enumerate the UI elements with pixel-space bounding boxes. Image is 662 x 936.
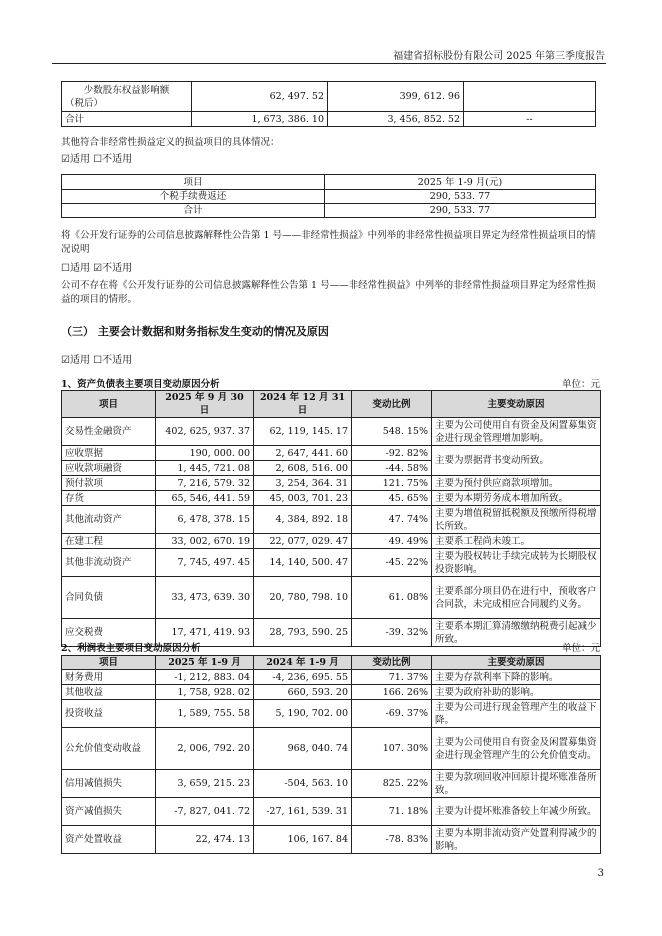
cell-item: 应收款项融资 (62, 461, 156, 476)
cell-percent: 61. 08% (352, 577, 432, 619)
table-row (62, 491, 601, 506)
table-row (62, 770, 601, 798)
cell-reason: 主要系本期汇算清缴缴纳税费引起减少所致。 (432, 619, 601, 647)
cell-value: 62, 497. 52 (192, 82, 328, 112)
cell-value: 190, 000. 00 (156, 446, 254, 461)
cell-item: 公允价值变动收益 (62, 728, 156, 770)
cell-reason: 主要为存款利率下降的影响。 (432, 670, 601, 685)
cell-value: -4, 236, 695. 55 (254, 670, 352, 685)
cell-item: 合计 (62, 204, 325, 218)
cell-item: 个税手续费返还 (62, 190, 325, 204)
table-row (62, 204, 596, 218)
cell-value: 968, 040. 74 (254, 728, 352, 770)
cell-value: 14, 140, 500. 47 (254, 549, 352, 577)
table-row (62, 476, 601, 491)
cell-item: 在建工程 (62, 534, 156, 549)
cell-percent: 71. 37% (352, 670, 432, 685)
cell-percent: 121. 75% (352, 476, 432, 491)
column-header: 2024 年 1-9 月 (254, 656, 352, 670)
cell-value: 28, 793, 590. 25 (254, 619, 352, 647)
cell-value: -7, 827, 041. 72 (156, 798, 254, 826)
cell-reason: 主要为本期劳务成本增加所致。 (432, 491, 601, 506)
cell-reason: 主要系工程尚未竣工。 (432, 534, 601, 549)
cell-item: 应收票据 (62, 446, 156, 461)
cell-percent: 45. 65% (352, 491, 432, 506)
column-header: 主要变动原因 (432, 391, 601, 418)
table-header-row (62, 175, 596, 190)
table-row (62, 826, 601, 854)
table-row (62, 112, 596, 127)
cell-value: 660, 593. 20 (254, 685, 352, 700)
cell-value (464, 82, 596, 112)
cell-value: 2, 006, 792. 20 (156, 728, 254, 770)
cell-percent: 548. 15% (352, 418, 432, 446)
table-row (62, 700, 601, 728)
cell-item: 信用减值损失 (62, 770, 156, 798)
cell-reason: 主要为票据背书变动所致。 (432, 446, 601, 476)
reclassification-statement: 公司不存在将《公开发行证券的公司信息披露解释性公告第 1 号——非经常性损益》中列举的非经常性损益项目界定为经常性损益的项目的情形。 (61, 280, 596, 305)
cell-value: 290, 533. 77 (325, 190, 596, 204)
cell-item: 其他流动资产 (62, 506, 156, 534)
table-row (62, 534, 601, 549)
cell-value: 65, 546, 441. 59 (156, 491, 254, 506)
income-statement-table (61, 655, 601, 854)
header-divider (52, 63, 606, 64)
column-header: 主要变动原因 (432, 656, 601, 670)
cell-reason: 主要为计提坏账准备较上年减少所致。 (432, 798, 601, 826)
cell-value: 22, 077, 029. 47 (254, 534, 352, 549)
cell-value: 62, 119, 145. 17 (254, 418, 352, 446)
cell-percent: 71. 18% (352, 798, 432, 826)
cell-item: 投资收益 (62, 700, 156, 728)
cell-value: 20, 780, 798. 10 (254, 577, 352, 619)
report-header: 福建省招标股份有限公司 2025 年第三季度报告 (393, 51, 605, 62)
cell-reason: 主要为政府补助的影响。 (432, 685, 601, 700)
cell-reason: 主要为款项回收冲回原计提坏账准备所致。 (432, 770, 601, 798)
unit-label: 单位：元 (561, 643, 600, 654)
cell-value: 1, 589, 755. 58 (156, 700, 254, 728)
cell-value: 17, 471, 419. 93 (156, 619, 254, 647)
cell-value: 4, 384, 892. 18 (254, 506, 352, 534)
cell-reason: 主要为公司使用自有资金及闲置募集资金进行现金管理产生的公允价值变动。 (432, 728, 601, 770)
cell-value: -27, 161, 539. 31 (254, 798, 352, 826)
row-label: 少数股东权益影响额 （税后） (62, 82, 192, 112)
cell-reason: 主要为增值税留抵税额及预缴所得税增长所致。 (432, 506, 601, 534)
table-row (62, 670, 601, 685)
unit-label: 单位：元 (561, 379, 600, 390)
cell-percent: -39. 32% (352, 619, 432, 647)
cell-value: 1, 758, 928. 02 (156, 685, 254, 700)
cell-item: 交易性金融资产 (62, 418, 156, 446)
cell-reason: 主要为公司使用自有资金及闲置募集资金进行现金管理增加影响。 (432, 418, 601, 446)
table-row (62, 190, 596, 204)
cell-value: 402, 625, 937. 37 (156, 418, 254, 446)
cell-value: 33, 473, 639. 30 (156, 577, 254, 619)
column-header: 2025 年 9 月 30 日 (156, 391, 254, 418)
cell-value: 399, 612. 96 (328, 82, 464, 112)
cell-value: 33, 002, 670. 19 (156, 534, 254, 549)
balance-sheet-table (61, 390, 601, 647)
table-row (62, 82, 596, 112)
cell-value: -1, 212, 883. 04 (156, 670, 254, 685)
cell-percent: -69. 37% (352, 700, 432, 728)
cell-reason: 主要系部分项目仍在进行中，预收客户合同款，未完成相应合同履约义务。 (432, 577, 601, 619)
table-row (62, 798, 601, 826)
applicability-check: ☑适用 ☐不适用 (61, 355, 133, 366)
cell-item: 应交税费 (62, 619, 156, 647)
cell-item: 其他非流动资产 (62, 549, 156, 577)
column-header: 变动比例 (352, 391, 432, 418)
table-row (62, 577, 601, 619)
table-row (62, 418, 601, 446)
column-header: 2025 年 1-9 月(元) (325, 175, 596, 190)
column-header: 项目 (62, 656, 156, 670)
cell-value: 6, 478, 378. 15 (156, 506, 254, 534)
row-label: 合计 (62, 112, 192, 127)
applicability-check: ☐适用 ☑不适用 (61, 263, 133, 274)
cell-value: 7, 745, 497. 45 (156, 549, 254, 577)
cell-value: 7, 216, 579. 32 (156, 476, 254, 491)
cell-value: 3, 659, 215. 23 (156, 770, 254, 798)
page-number: 3 (597, 868, 604, 879)
cell-value: 3, 456, 852. 52 (328, 112, 464, 127)
cell-percent: -78. 83% (352, 826, 432, 854)
cell-value: -- (464, 112, 596, 127)
column-header: 变动比例 (352, 656, 432, 670)
cell-percent: 49. 49% (352, 534, 432, 549)
column-header: 项目 (62, 175, 325, 190)
cell-value: 106, 167. 84 (254, 826, 352, 854)
cell-item: 资产处置收益 (62, 826, 156, 854)
cell-percent: -92. 82% (352, 446, 432, 461)
column-header: 项目 (62, 391, 156, 418)
cell-item: 财务费用 (62, 670, 156, 685)
cell-value: 290, 533. 77 (325, 204, 596, 218)
cell-item: 资产减值损失 (62, 798, 156, 826)
table-row (62, 446, 601, 461)
table-header-row (62, 391, 601, 418)
cell-value: 45, 003, 701. 23 (254, 491, 352, 506)
cell-value: 1, 445, 721. 08 (156, 461, 254, 476)
cell-value: 5, 190, 702. 00 (254, 700, 352, 728)
cell-value: 2, 608, 516. 00 (254, 461, 352, 476)
cell-reason: 主要为本期非流动资产处置利得减少的影响。 (432, 826, 601, 854)
table-row (62, 685, 601, 700)
table-row (62, 728, 601, 770)
reclassification-explanation: 将《公开发行证券的公司信息披露解释性公告第 1 号——非经常性损益》中列举的非经常性损益项目界定为经常性损益项目的情况说明 (61, 230, 596, 255)
cell-reason: 主要为预付供应商款项增加。 (432, 476, 601, 491)
income-statement-title: 2、利润表主要项目变动原因分析 (61, 643, 201, 654)
column-header: 2025 年 1-9 月 (156, 656, 254, 670)
nonrecurring-table-tail (61, 81, 596, 127)
cell-item: 合同负债 (62, 577, 156, 619)
cell-value: -504, 563. 10 (254, 770, 352, 798)
table-row (62, 506, 601, 534)
applicability-check: ☑适用 ☐不适用 (61, 154, 133, 165)
table-header-row (62, 656, 601, 670)
column-header: 2024 年 12 月 31 日 (254, 391, 352, 418)
cell-item: 存货 (62, 491, 156, 506)
other-items-intro: 其他符合非经常性损益定义的损益项目的具体情况： (61, 137, 280, 148)
balance-sheet-title: 1、资产负债表主要项目变动原因分析 (61, 379, 220, 390)
cell-value: 22, 474. 13 (156, 826, 254, 854)
cell-percent: 107. 30% (352, 728, 432, 770)
cell-value: 3, 254, 364. 31 (254, 476, 352, 491)
cell-item: 其他收益 (62, 685, 156, 700)
cell-reason: 主要为股权转让手续完成转为长期股权投资影响。 (432, 549, 601, 577)
cell-percent: -45. 22% (352, 549, 432, 577)
cell-percent: 47. 74% (352, 506, 432, 534)
other-items-table (61, 174, 596, 218)
cell-value: 1, 673, 386. 10 (192, 112, 328, 127)
section-title: （三） 主要会计数据和财务指标发生变动的情况及原因 (61, 325, 329, 338)
cell-percent: 825. 22% (352, 770, 432, 798)
cell-percent: -44. 58% (352, 461, 432, 476)
cell-item: 预付款项 (62, 476, 156, 491)
cell-reason: 主要为公司进行现金管理产生的收益下降。 (432, 700, 601, 728)
cell-value: 2, 647, 441. 60 (254, 446, 352, 461)
table-row (62, 549, 601, 577)
cell-percent: 166. 26% (352, 685, 432, 700)
